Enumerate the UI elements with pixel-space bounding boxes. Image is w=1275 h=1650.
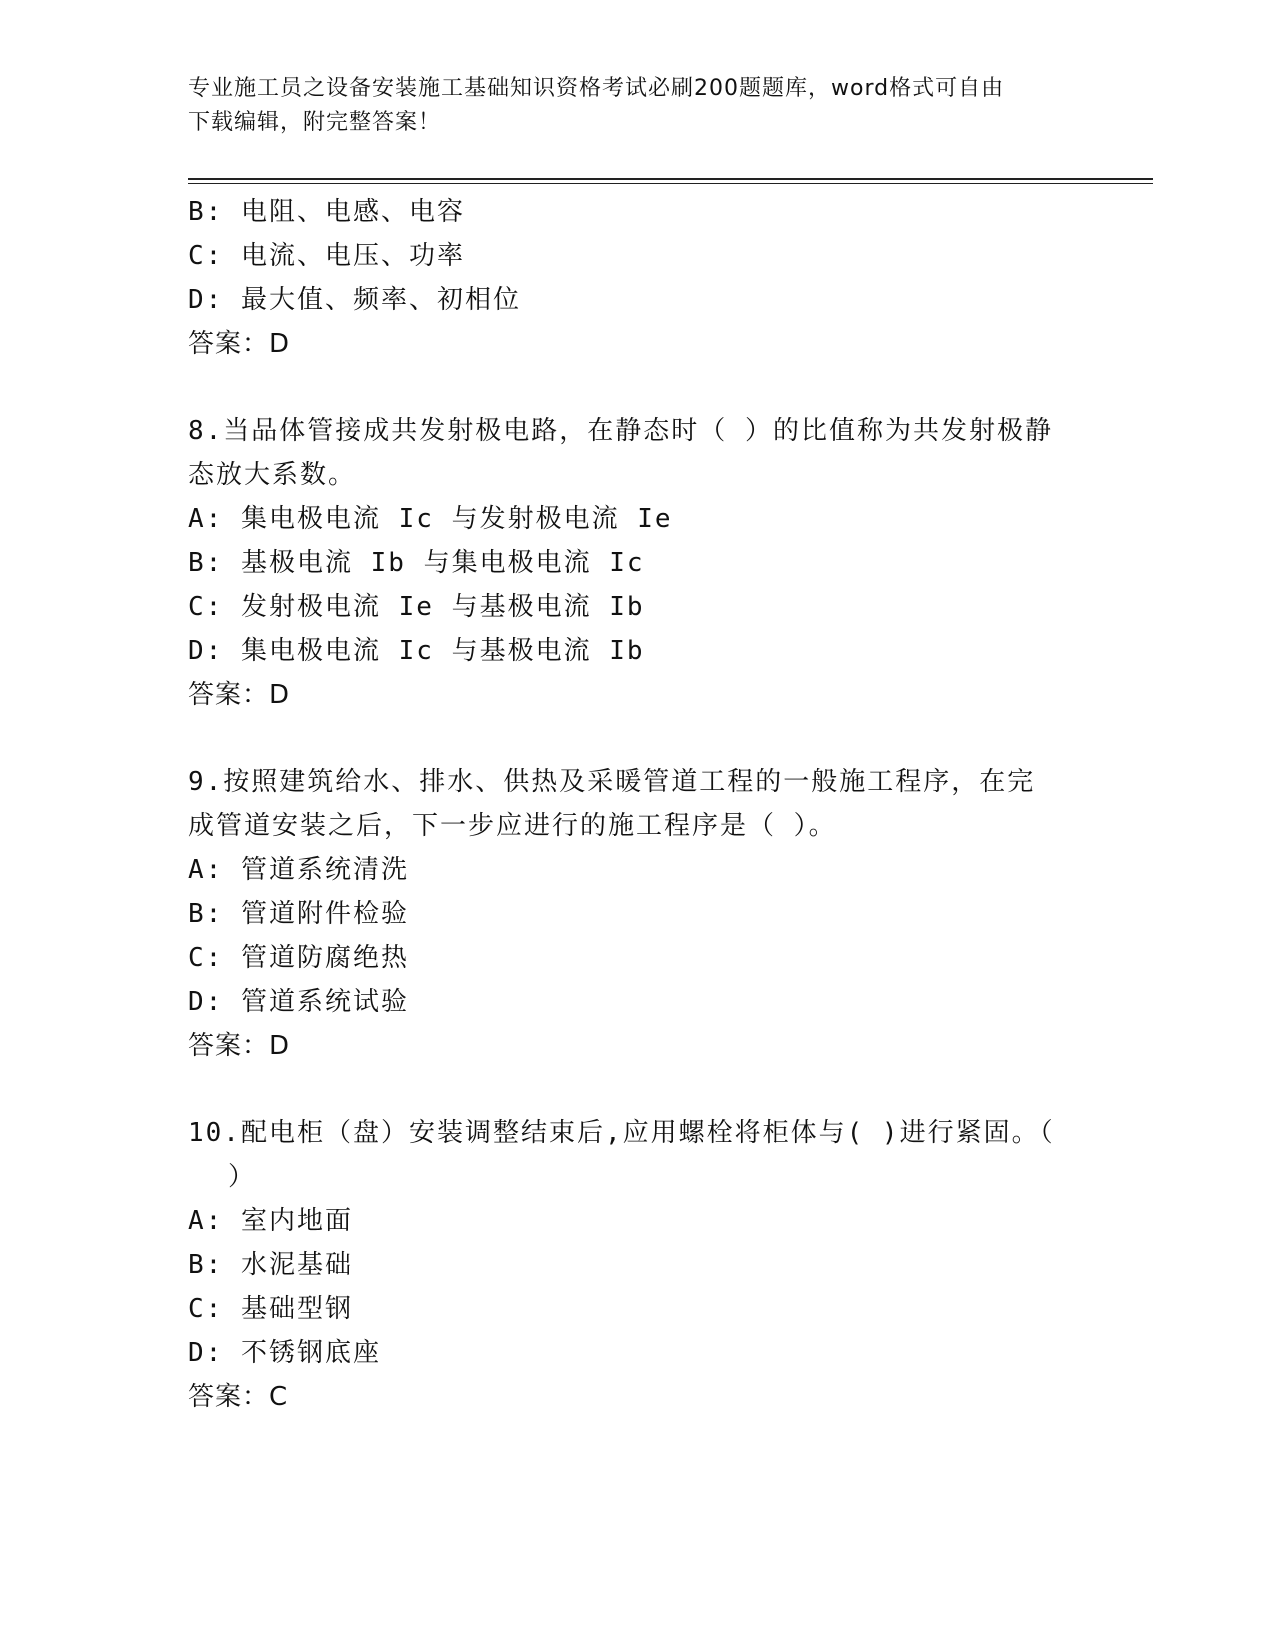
q9-question-line-1: 9.按照建筑给水、排水、供热及采暖管道工程的一般施工程序，在完 [188,767,1036,797]
q8-question-line-2: 态放大系数。 [188,460,357,490]
q8-answer: 答案：D [188,680,291,710]
document-header [188,72,1068,140]
q7-option-c: C: 电流、电压、功率 [188,241,465,271]
q10-option-d: D: 不锈钢底座 [188,1338,381,1368]
q10-answer: 答案：C [188,1382,289,1412]
q9-answer: 答案：D [188,1031,291,1061]
q10-option-c: C: 基础型钢 [188,1294,353,1324]
q10-question-line-2: ） [228,1162,257,1192]
header-divider-thin [188,183,1153,184]
q8-option-a: A: 集电极电流 Ic 与发射极电流 Ie [188,504,673,534]
header-line-2: 下载编辑，附完整答案！ [188,110,442,135]
q9-question-line-2: 成管道安装之后，下一步应进行的施工程序是（ ）。 [188,811,837,841]
q10-option-a: A: 室内地面 [188,1206,353,1236]
q9-option-b: B: 管道附件检验 [188,899,409,929]
q9-option-a: A: 管道系统清洗 [188,855,409,885]
q9-option-c: C: 管道防腐绝热 [188,943,409,973]
q8-option-b: B: 基极电流 Ib 与集电极电流 Ic [188,548,645,578]
q7-option-d: D: 最大值、频率、初相位 [188,285,521,315]
q9-option-d: D: 管道系统试验 [188,987,409,1017]
q7-answer: 答案：D [188,329,291,359]
q8-option-c: C: 发射极电流 Ie 与基极电流 Ib [188,592,645,622]
q8-question-line-1: 8.当品体管接成共发射极电路，在静态时（ ）的比值称为共发射极静 [188,416,1053,446]
q7-option-b: B: 电阻、电感、电容 [188,197,465,227]
header-line-1: 专业施工员之设备安装施工基础知识资格考试必刷200题题库，word格式可自由 [188,76,1005,101]
q8-option-d: D: 集电极电流 Ic 与基极电流 Ib [188,636,645,666]
q10-option-b: B: 水泥基础 [188,1250,353,1280]
header-divider [188,178,1153,180]
q10-question-line-1: 10.配电柜（盘）安装调整结束后,应用螺栓将柜体与( )进行紧固。（ [188,1118,1055,1148]
